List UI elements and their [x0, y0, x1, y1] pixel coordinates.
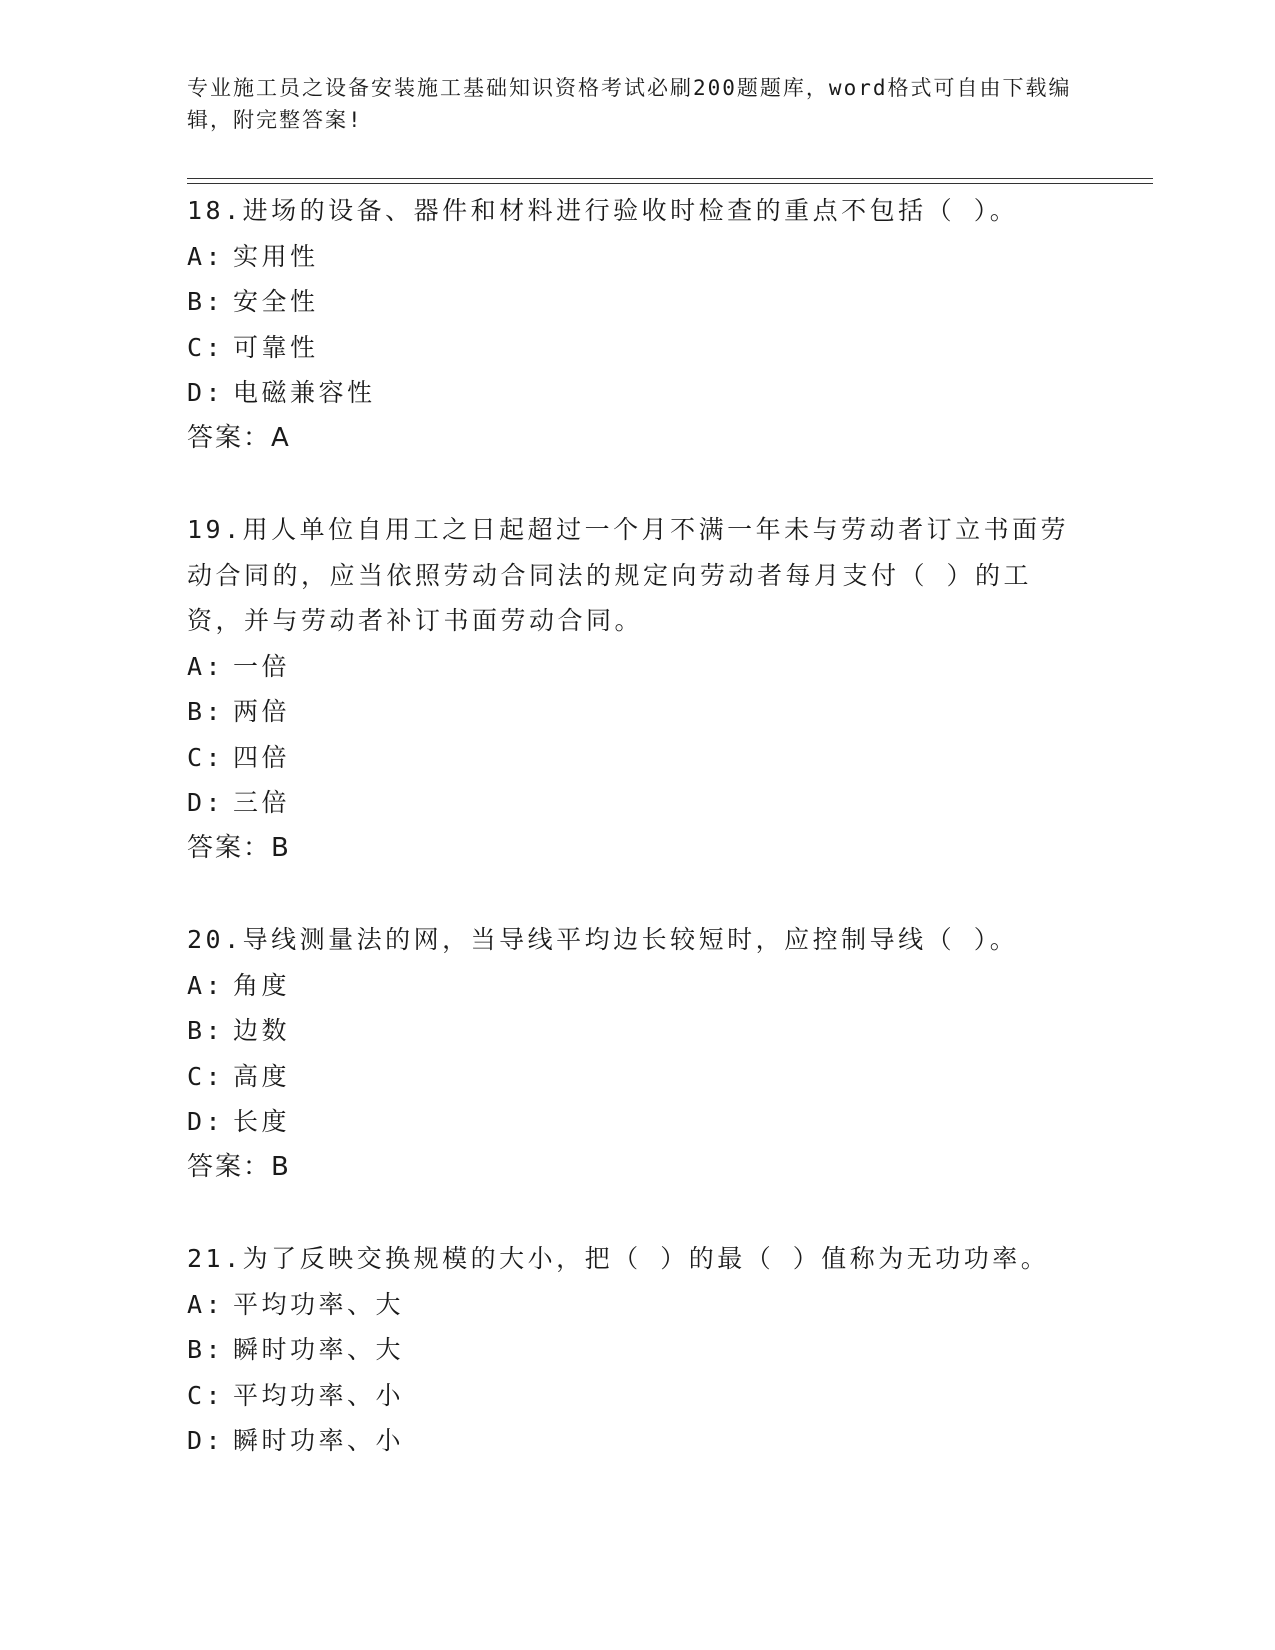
option-key: C: [187, 1380, 225, 1410]
question-list [187, 188, 1087, 1464]
option-key: A: [187, 651, 225, 681]
option-key: C: [187, 1061, 225, 1091]
option-key: B: [187, 287, 225, 316]
option-text: 边数 [233, 1016, 291, 1045]
option-d [187, 1418, 1087, 1464]
option-key: B: [187, 1335, 225, 1364]
document-header [187, 72, 1087, 136]
option-c [187, 1054, 1087, 1100]
option-c [187, 325, 1087, 371]
question-spacer [187, 871, 1087, 917]
option-text: 长度 [233, 1107, 291, 1136]
option-text: 实用性 [233, 241, 319, 271]
option-a [187, 644, 1087, 690]
option-key: A: [187, 1289, 225, 1319]
question-stem: 18.进场的设备、器件和材料进行验收时检查的重点不包括（ ）。 [187, 196, 1019, 225]
option-text: 一倍 [233, 651, 291, 681]
option-b [187, 689, 1087, 735]
question-spacer [187, 461, 1087, 507]
question-stem: 20.导线测量法的网，当导线平均边长较短时，应控制导线（ ）。 [187, 925, 1019, 954]
option-text: 安全性 [233, 287, 319, 316]
option-key: D: [187, 378, 225, 407]
question-19 [187, 507, 1087, 871]
option-key: D: [187, 1107, 225, 1136]
option-key: C: [187, 742, 225, 772]
option-key: B: [187, 1016, 225, 1045]
question-spacer [187, 1190, 1087, 1236]
option-key: D: [187, 788, 225, 817]
option-text: 高度 [233, 1061, 291, 1091]
header-divider-top [187, 178, 1153, 179]
option-text: 两倍 [233, 697, 291, 726]
option-key: B: [187, 697, 225, 726]
option-text: 角度 [233, 970, 291, 1000]
option-text: 三倍 [233, 788, 291, 817]
option-text: 瞬时功率、大 [233, 1335, 405, 1364]
question-20 [187, 917, 1087, 1190]
option-d [187, 1099, 1087, 1145]
option-b [187, 1327, 1087, 1373]
option-d [187, 370, 1087, 416]
answer-line: 答案：A [187, 422, 291, 453]
option-a [187, 234, 1087, 280]
option-c [187, 735, 1087, 781]
option-a [187, 963, 1087, 1009]
option-text: 四倍 [233, 742, 291, 772]
option-b [187, 279, 1087, 325]
option-text: 瞬时功率、小 [233, 1426, 405, 1455]
option-text: 电磁兼容性 [233, 378, 376, 407]
answer-line: 答案：B [187, 1151, 291, 1182]
option-text: 可靠性 [233, 332, 319, 362]
option-a [187, 1282, 1087, 1328]
option-key: D: [187, 1426, 225, 1455]
option-text: 平均功率、小 [233, 1380, 405, 1410]
question-stem: 19.用人单位自用工之日起超过一个月不满一年未与劳动者订立书面劳动合同的，应当依照劳动合同法的规定向劳动者每月支付（ ）的工资，并与劳动者补订书面劳动合同。 [187, 515, 1070, 635]
option-key: A: [187, 241, 225, 271]
option-key: A: [187, 970, 225, 1000]
header-title: 专业施工员之设备安装施工基础知识资格考试必刷200题题库，word格式可自由下载编辑，附完整答案! [187, 76, 1072, 132]
option-c [187, 1373, 1087, 1419]
option-d [187, 780, 1087, 826]
question-21 [187, 1236, 1087, 1464]
option-text: 平均功率、大 [233, 1289, 405, 1319]
question-18 [187, 188, 1087, 461]
option-key: C: [187, 332, 225, 362]
question-stem: 21.为了反映交换规模的大小，把（ ）的最（ ）值称为无功功率。 [187, 1244, 1050, 1273]
answer-line: 答案：B [187, 832, 291, 863]
header-divider-bottom [187, 183, 1153, 184]
option-b [187, 1008, 1087, 1054]
